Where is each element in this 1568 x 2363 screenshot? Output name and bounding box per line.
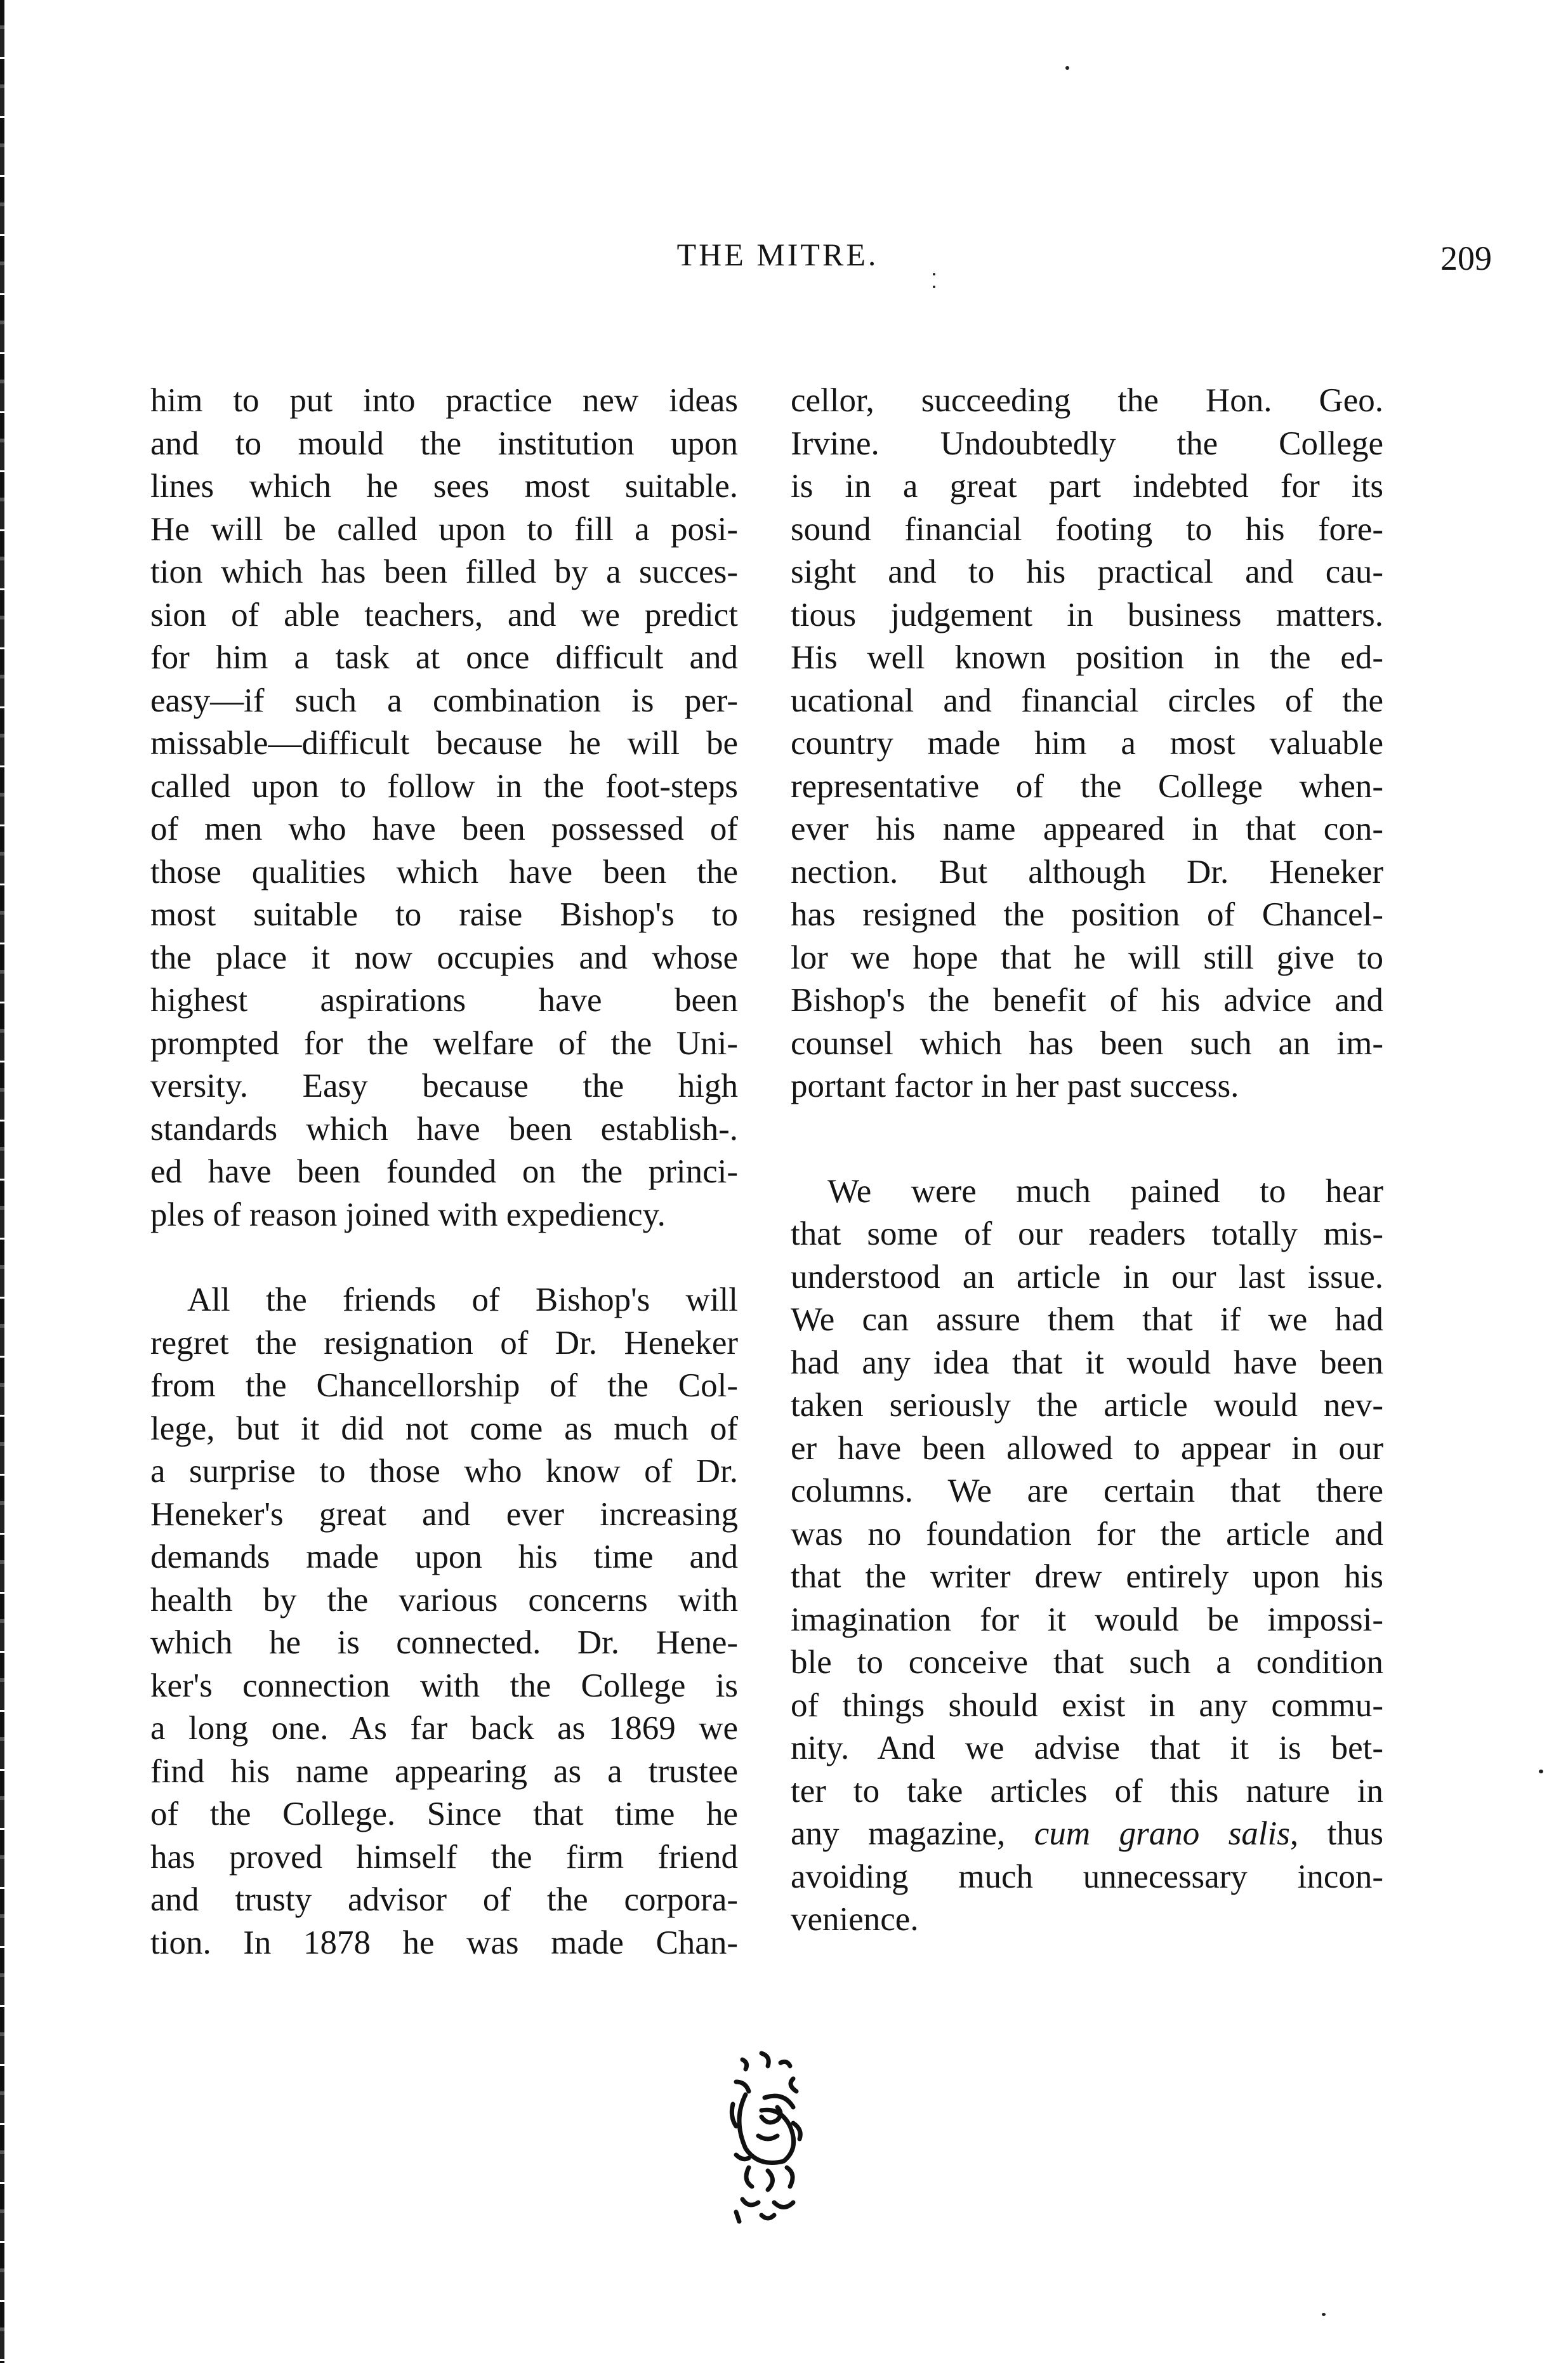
paragraph <box>150 380 738 1236</box>
text-line: He will be called upon to fill a posi- <box>150 510 738 548</box>
text-segment: any magazine, <box>791 1815 1034 1852</box>
text-line: tious judgement in business matters. <box>791 596 1383 633</box>
text-line: tion which has been filled by a succes- <box>150 553 738 590</box>
text-line: had any idea that it would have been <box>791 1344 1383 1381</box>
text-line: nity. And we advise that it is bet- <box>791 1730 1383 1766</box>
text-line: lege, but it did not come as much of <box>150 1410 738 1447</box>
text-line: His well known position in the ed- <box>791 639 1383 676</box>
text-line: ter to take articles of this nature in <box>791 1772 1383 1810</box>
scan-speck <box>933 273 935 275</box>
text-segment: , thus <box>1289 1815 1383 1852</box>
journal-title: THE MITRE. <box>676 237 879 272</box>
text-line: Heneker's great and ever increasing <box>150 1495 738 1533</box>
text-line: er have been allowed to appear in our <box>791 1429 1383 1467</box>
text-line: portant factor in her past success. <box>791 1068 1239 1104</box>
text-line: ples of reason joined with expediency. <box>150 1196 666 1233</box>
text-line: prompted for the welfare of the Uni- <box>150 1024 738 1062</box>
text-line: ucational and financial circles of the <box>791 682 1383 719</box>
text-line: find his name appearing as a trustee <box>150 1752 738 1790</box>
italic-phrase: cum grano salis <box>1034 1815 1290 1852</box>
text-line: that the writer drew entirely upon his <box>791 1558 1383 1595</box>
right-column <box>791 380 1383 1942</box>
paragraph <box>791 1170 1383 1942</box>
text-line <box>791 1813 1383 1856</box>
text-line: sion of able teachers, and we predict <box>150 596 738 633</box>
paragraph <box>150 1279 738 1964</box>
text-line: lines which he sees most suitable. <box>150 468 738 505</box>
text-line: avoiding much unnecessary incon- <box>791 1858 1383 1895</box>
text-line: for him a task at once difficult and <box>150 639 738 676</box>
text-line: a long one. As far back as 1869 we <box>150 1710 738 1747</box>
text-line: called upon to follow in the foot-steps <box>150 767 738 805</box>
page-number: 209 <box>1440 239 1492 277</box>
text-line: sound financial footing to his fore- <box>791 510 1383 548</box>
text-line: All the friends of Bishop's will <box>187 1281 738 1318</box>
text-line: him to put into practice new ideas <box>150 382 738 419</box>
text-line: tion. In 1878 he was made Chan- <box>150 1924 738 1961</box>
text-line: venience. <box>791 1901 919 1938</box>
text-line: that some of our readers totally mis- <box>791 1215 1383 1252</box>
text-line: versity. Easy because the high <box>150 1068 738 1104</box>
text-line: has resigned the position of Chancel- <box>791 896 1383 933</box>
text-line: most suitable to raise Bishop's to <box>150 896 738 933</box>
text-line: ker's connection with the College is <box>150 1667 738 1704</box>
text-line: of men who have been possessed of <box>150 811 738 847</box>
text-line: easy—if such a combination is per- <box>150 682 738 719</box>
text-line: ed have been founded on the princi- <box>150 1153 738 1190</box>
text-line: Bishop's the benefit of his advice and <box>791 982 1383 1019</box>
text-line: of things should exist in any commu- <box>791 1686 1383 1724</box>
text-line: sight and to his practical and cau- <box>791 553 1383 590</box>
text-line: standards which have been establish-. <box>150 1110 738 1148</box>
text-line: columns. We are certain that there <box>791 1473 1383 1509</box>
text-line: lor we hope that he will still give to <box>791 939 1383 976</box>
text-line: those qualities which have been the <box>150 853 738 890</box>
text-line: was no foundation for the article and <box>791 1515 1383 1552</box>
text-line: and to mould the institution upon <box>150 425 738 462</box>
text-line: regret the resignation of Dr. Heneker <box>150 1324 738 1361</box>
text-line: has proved himself the firm friend <box>150 1838 738 1876</box>
text-line: imagination for it would be impossi- <box>791 1601 1383 1638</box>
text-line: understood an article in our last issue. <box>791 1258 1383 1295</box>
text-line: ever his name appeared in that con- <box>791 811 1383 847</box>
text-line: and trusty advisor of the corpora- <box>150 1881 738 1918</box>
text-line: which he is connected. Dr. Hene- <box>150 1624 738 1661</box>
scan-speck <box>1539 1770 1543 1773</box>
scan-speck <box>933 286 935 288</box>
text-line: country made him a most valuable <box>791 725 1383 762</box>
scan-edge <box>0 0 4 2363</box>
text-line: of the College. Since that time he <box>150 1796 738 1832</box>
scan-speck <box>1065 66 1069 70</box>
text-line: Irvine. Undoubtedly the College <box>791 425 1383 462</box>
paragraph <box>791 380 1383 1108</box>
text-line: from the Chancellorship of the Col- <box>150 1367 738 1404</box>
running-head <box>0 236 1568 273</box>
text-line: a surprise to those who know of Dr. <box>150 1453 738 1490</box>
text-line: We were much pained to hear <box>827 1172 1383 1210</box>
text-line: ble to conceive that such a condition <box>791 1644 1383 1681</box>
text-line: is in a great part indebted for its <box>791 468 1383 505</box>
text-line: highest aspirations have been <box>150 982 738 1019</box>
printers-ornament <box>723 2047 809 2225</box>
text-line: the place it now occupies and whose <box>150 939 738 976</box>
text-line: cellor, succeeding the Hon. Geo. <box>791 382 1383 419</box>
text-line: We can assure them that if we had <box>791 1301 1383 1338</box>
text-line: nection. But although Dr. Heneker <box>791 853 1383 890</box>
text-line: taken seriously the article would nev- <box>791 1387 1383 1424</box>
text-line: missable—difficult because he will be <box>150 725 738 762</box>
text-line: counsel which has been such an im- <box>791 1024 1383 1062</box>
text-line: demands made upon his time and <box>150 1539 738 1575</box>
left-column <box>150 380 738 1964</box>
text-line: health by the various concerns with <box>150 1581 738 1618</box>
text-line: representative of the College when- <box>791 767 1383 805</box>
scan-speck <box>1322 2313 1326 2316</box>
